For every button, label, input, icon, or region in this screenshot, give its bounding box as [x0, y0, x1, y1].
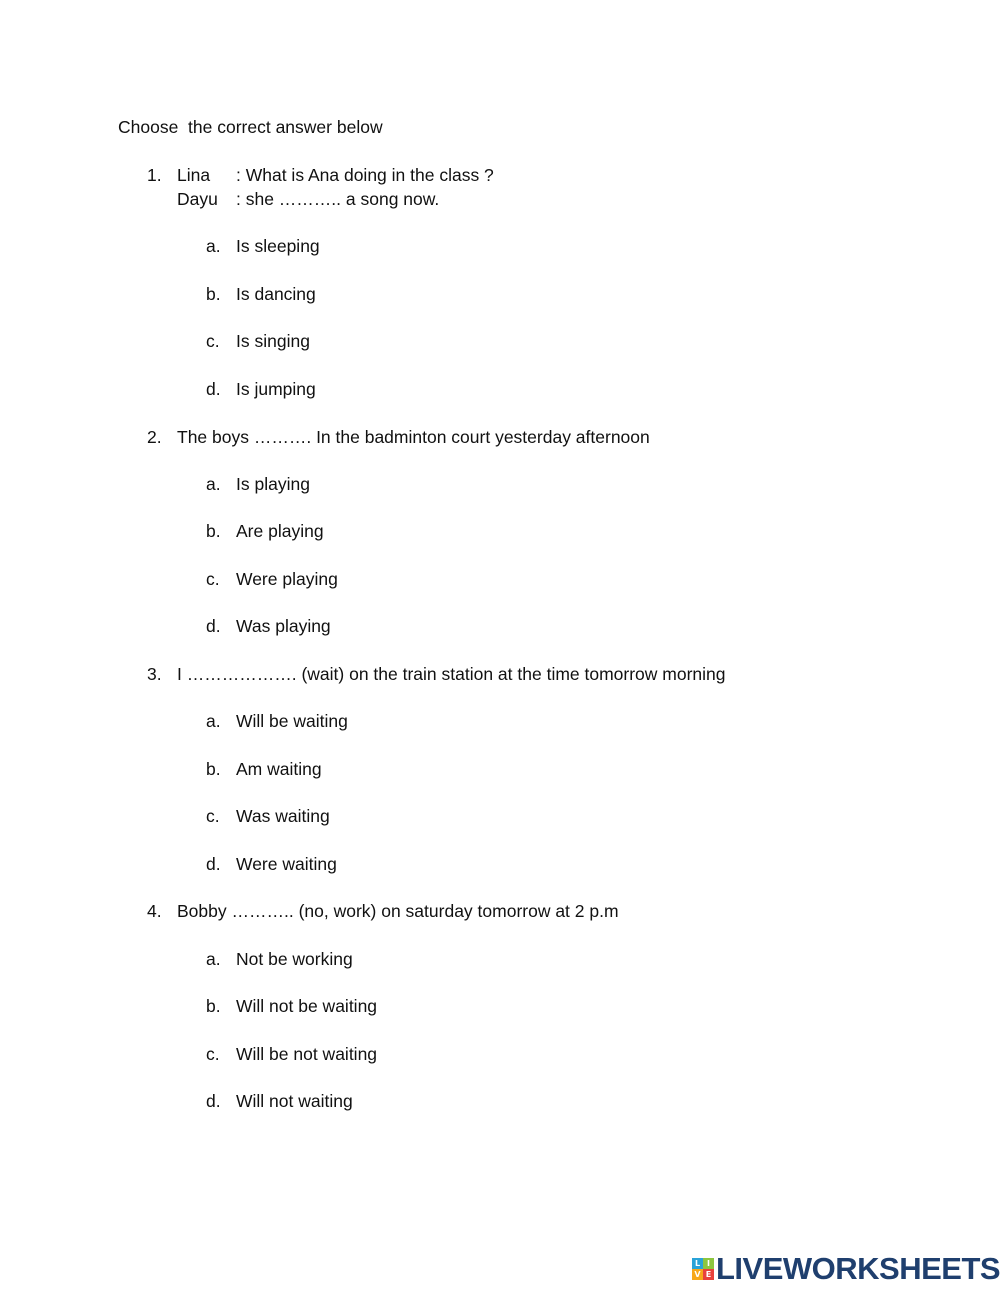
option-letter: d.	[206, 379, 221, 399]
option-letter: c.	[206, 331, 220, 351]
option-letter: b.	[206, 521, 221, 541]
option-letter: a.	[206, 474, 221, 494]
question-text: I ………………. (wait) on the train station at the time tomorrow morning	[177, 664, 726, 684]
option-text: Will be not waiting	[236, 1044, 378, 1064]
option-letter: b.	[206, 759, 221, 779]
dialogue-speaker: Lina	[177, 165, 211, 185]
option-letter: d.	[206, 1091, 221, 1111]
question-text: Bobby ……….. (no, work) on saturday tomorrow at 2 p.m	[177, 901, 619, 921]
dialogue-line: : she ……….. a song now.	[236, 189, 440, 209]
option-text: Were playing	[236, 569, 338, 589]
option-letter: c.	[206, 806, 220, 826]
option-letter: a.	[206, 711, 221, 731]
option-text: Was waiting	[236, 806, 330, 826]
option-letter: a.	[206, 236, 221, 256]
logo-mark-cell: I	[703, 1258, 714, 1269]
option-letter: c.	[206, 1044, 220, 1064]
option-letter: b.	[206, 284, 221, 304]
logo-mark-cell: E	[703, 1269, 714, 1280]
option-letter: a.	[206, 949, 221, 969]
dialogue-speaker: Dayu	[177, 189, 218, 209]
option-text: Am waiting	[236, 759, 322, 779]
option-text: Is singing	[236, 331, 310, 351]
question-text: The boys ………. In the badminton court yesterday afternoon	[177, 427, 650, 447]
option-letter: b.	[206, 996, 221, 1016]
option-text: Were waiting	[236, 854, 337, 874]
option-letter: d.	[206, 616, 221, 636]
option-letter: c.	[206, 569, 220, 589]
dialogue-line: : What is Ana doing in the class ?	[236, 165, 494, 185]
liveworksheets-logo	[692, 1251, 1000, 1286]
question-number: 3.	[147, 664, 162, 684]
option-text: Will not waiting	[236, 1091, 353, 1111]
option-text: Was playing	[236, 616, 331, 636]
logo-mark-cell: L	[692, 1258, 703, 1269]
logo-mark-cell: V	[692, 1269, 703, 1280]
option-text: Is dancing	[236, 284, 316, 304]
question-number: 4.	[147, 901, 162, 921]
option-text: Will be waiting	[236, 711, 348, 731]
option-text: Will not be waiting	[236, 996, 378, 1016]
question-number: 1.	[147, 165, 162, 185]
option-text: Is jumping	[236, 379, 316, 399]
logo-mark-icon	[692, 1258, 714, 1280]
option-text: Is playing	[236, 474, 310, 494]
question-number: 2.	[147, 427, 162, 447]
instruction-text: Choose the correct answer below	[118, 117, 383, 137]
option-text: Are playing	[236, 521, 324, 541]
logo-text: LIVEWORKSHEETS	[716, 1251, 1000, 1286]
option-text: Not be working	[236, 949, 353, 969]
option-text: Is sleeping	[236, 236, 320, 256]
option-letter: d.	[206, 854, 221, 874]
